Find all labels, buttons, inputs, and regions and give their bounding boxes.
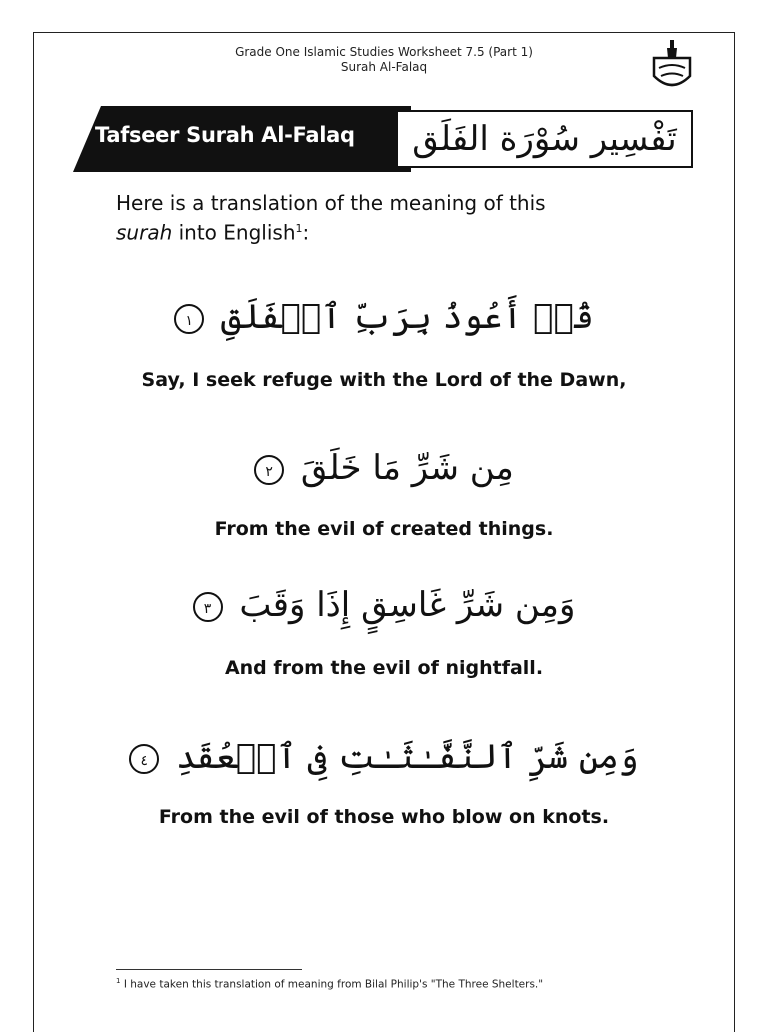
school-logo-icon <box>649 38 695 94</box>
banner-english-title: Tafseer Surah Al-Falaq <box>95 123 355 147</box>
verse-4-translation: From the evil of those who blow on knots. <box>158 806 610 828</box>
verse-3-number-marker: ٣ <box>193 592 223 622</box>
intro-paragraph <box>116 190 636 246</box>
verse-4-number-marker: ٤ <box>129 744 159 774</box>
verse-1-arabic <box>0 296 768 337</box>
verse-3-translation: And from the evil of nightfall. <box>224 657 544 679</box>
intro-text-before: Here is a translation of the meaning of this <box>116 191 546 215</box>
footnote <box>116 977 543 991</box>
verse-3-arabic <box>0 585 768 625</box>
footnote-text: I have taken this translation of meaning from Bilal Philip's "The Three Shelters." <box>123 978 544 991</box>
header-line-1: Grade One Islamic Studies Worksheet 7.5 (Part 1) <box>235 45 533 59</box>
verse-3-arabic-text: وَمِن شَرِّ غَاسِقٍ إِذَا وَقَبَ <box>239 585 576 625</box>
intro-footnote-ref: 1 <box>295 222 303 235</box>
verse-1-arabic-text: قُلۡ أَعُوذُ بِرَبِّ ٱلۡفَلَقِ <box>220 297 594 337</box>
verse-4-arabic <box>0 736 768 777</box>
verse-1-translation: Say, I seek refuge with the Lord of the Dawn, <box>141 369 627 391</box>
title-banner <box>73 106 693 172</box>
header-line-2: Surah Al-Falaq <box>340 60 428 74</box>
banner-arabic-title: تَفْسِير سُوْرَة الفَلَق <box>412 119 677 159</box>
intro-text-after: into English <box>178 220 296 245</box>
verse-2-arabic <box>0 448 768 488</box>
intro-emphasis: surah <box>116 220 173 245</box>
intro-colon: : <box>302 220 310 245</box>
verse-2-arabic-text: مِن شَرِّ مَا خَلَقَ <box>300 448 514 488</box>
verse-4-arabic-text: وَمِن شَرِّ ٱلنَّفَّـٰثَـٰتِ فِى ٱلۡعُقَدِ <box>176 737 639 777</box>
verse-1-number-marker: ١ <box>174 304 204 334</box>
footnote-marker: 1 <box>116 977 121 985</box>
footnote-divider <box>116 969 302 970</box>
verse-2-number-marker: ٢ <box>254 455 284 485</box>
verse-2-translation: From the evil of created things. <box>214 518 554 540</box>
